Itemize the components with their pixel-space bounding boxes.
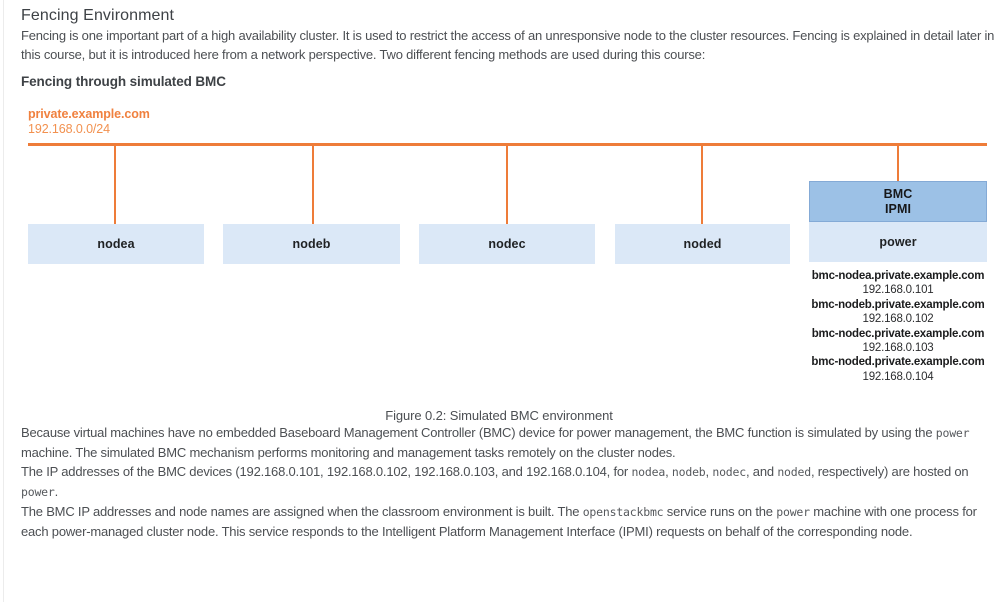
paragraph-text: . [54,484,59,499]
bmc-ip: 192.168.0.104 [862,370,934,383]
bmc-hostname: bmc-nodec.private.example.com [811,327,985,340]
paragraph-text: , [705,464,713,479]
power-box: power [809,222,987,262]
inline-code-power: power [935,426,970,440]
page-title: Fencing Environment [21,7,175,24]
connector-line-nodea [114,146,116,224]
bmc-host-entry [799,269,997,298]
inline-code-nodeb: nodeb [671,465,706,479]
connector-line-nodeb [312,146,314,224]
paragraph-text: , and [745,464,778,479]
bmc-host-entry [799,355,997,384]
intro-paragraph: Fencing is one important part of a high availability cluster. It is used to restrict the access of an unresponsive node to the cluster resources. Fencing is explained in detail later in this course, but it is introduced here from a network perspective. Two different fencing methods are used during this course: [21,28,995,62]
paragraph-bmc-simulated [21,423,998,462]
bmc-hostname: bmc-noded.private.example.com [811,356,985,369]
section-heading: Fencing through simulated BMC [21,74,226,89]
node-box-nodec: nodec [419,224,595,264]
bmc-label: BMC [883,186,913,201]
ipmi-label: IPMI [884,201,912,216]
bmc-host-entry [799,298,997,327]
bmc-hostname: bmc-nodea.private.example.com [811,270,985,282]
connector-line-nodec [506,146,508,224]
node-box-nodeb: nodeb [223,224,400,264]
bmc-hostname: bmc-nodeb.private.example.com [811,298,985,311]
paragraph-text: Because virtual machines have no embedded Baseboard Management Controller (BMC) device for power management, the BMC function is simulated by using the [21,425,936,440]
paragraph-ip-addresses [21,462,998,502]
network-diagram [0,101,998,383]
bmc-ip: 192.168.0.103 [862,342,934,355]
bmc-ip: 192.168.0.102 [862,313,934,326]
paragraph-text: The BMC IP addresses and node names are assigned when the classroom environment is built. The [21,504,583,519]
inline-code-nodec: nodec [712,465,746,479]
node-box-nodea: nodea [28,224,204,264]
paragraph-text: , respectively) are hosted on [810,464,969,479]
paragraph-text: machine. The simulated BMC mechanism performs monitoring and management tasks remotely on the cluster nodes. [21,445,676,460]
connector-line-power [897,146,899,181]
inline-code-power: power [21,485,55,499]
paragraph-text: , [665,464,672,479]
paragraph-text: The IP addresses of the BMC devices (192.168.0.101, 192.168.0.102, 192.168.0.103, and 192.168.0.104, for [21,464,632,479]
bmc-host-entry [799,327,997,356]
network-name: private.example.com [28,107,150,121]
figure-caption: Figure 0.2: Simulated BMC environment [385,408,613,423]
network-label [28,107,150,137]
connector-line-noded [701,146,703,224]
paragraph-text: machine with one process for each power-managed cluster node. This service responds to the Intelligent Platform Management Interface (IPMI) requests on behalf of the corresponding node. [21,504,977,539]
inline-code-nodea: nodea [631,465,666,479]
inline-code-openstackbmc: openstackbmc [582,505,664,519]
inline-code-power: power [776,505,810,519]
paragraph-assignment [21,502,998,541]
bmc-ipmi-box [809,181,987,222]
bmc-host-list [799,269,997,384]
network-cidr: 192.168.0.0/24 [28,122,111,136]
paragraph-text: service runs on the [663,504,777,519]
inline-code-noded: noded [777,465,811,479]
bmc-ip: 192.168.0.101 [862,284,934,297]
node-box-noded: noded [615,224,790,264]
